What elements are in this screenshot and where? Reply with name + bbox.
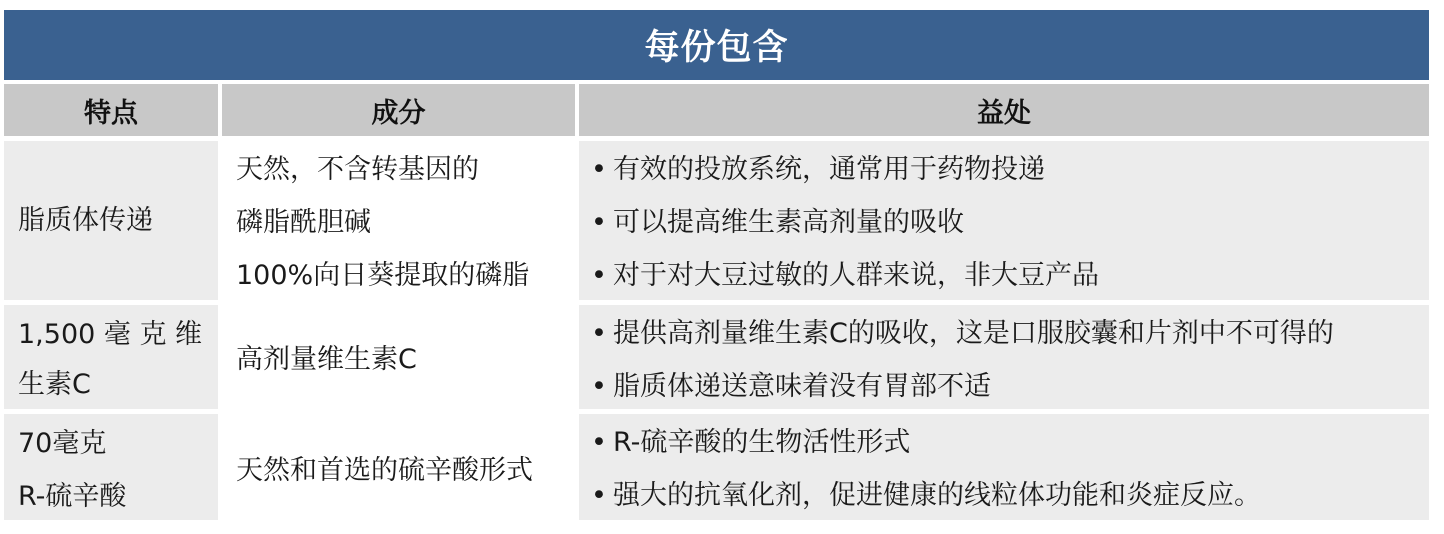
feature-line: 脂质体传递 — [18, 205, 153, 236]
bullet-icon: • — [591, 318, 607, 349]
table-row-2-benefit — [579, 305, 1429, 409]
benefit-text: 强大的抗氧化剂，促进健康的线粒体功能和炎症反应。 — [613, 480, 1261, 511]
bullet-icon: • — [591, 207, 607, 238]
table-row-1-ingredient — [222, 141, 575, 300]
ingredient-line: 高剂量维生素C — [236, 344, 417, 375]
feature-line: R-硫辛酸 — [18, 481, 127, 512]
list-item — [591, 196, 1099, 249]
feature-line: 1,500 毫 克 维 — [18, 319, 203, 350]
benefit-list — [591, 416, 1261, 522]
list-item — [591, 143, 1099, 196]
benefit-text: R-硫辛酸的生物活性形式 — [613, 427, 911, 458]
ingredient-line: 天然和首选的硫辛酸形式 — [236, 455, 533, 486]
list-item — [591, 249, 1099, 302]
benefit-text: 可以提高维生素高剂量的吸收 — [613, 207, 964, 238]
list-item — [591, 360, 1334, 413]
table-row-2-feature — [4, 305, 218, 409]
bullet-icon: • — [591, 154, 607, 185]
ingredient-line: 天然，不含转基因的 — [236, 154, 479, 185]
ingredient-line: 100%向日葵提取的磷脂 — [236, 260, 530, 291]
list-item — [591, 416, 1261, 469]
list-item — [591, 469, 1261, 522]
benefit-text: 对于对大豆过敏的人群来说，非大豆产品 — [613, 260, 1099, 291]
bullet-icon: • — [591, 260, 607, 291]
bullet-icon: • — [591, 427, 607, 458]
table-row-3-benefit — [579, 414, 1429, 520]
feature-line: 70毫克 — [18, 428, 107, 459]
benefit-list — [591, 143, 1099, 302]
table-row-2-ingredient — [222, 305, 575, 409]
table-row-1-feature — [4, 141, 218, 300]
benefit-list — [591, 307, 1334, 413]
table-row-3-ingredient — [222, 414, 575, 520]
list-item — [591, 307, 1334, 360]
table-title: 每份包含 — [4, 10, 1429, 80]
benefit-text: 脂质体递送意味着没有胃部不适 — [613, 371, 991, 402]
benefit-text: 提供高剂量维生素C的吸收，这是口服胶囊和片剂中不可得的 — [613, 318, 1334, 349]
table-row-3-feature — [4, 414, 218, 520]
bullet-icon: • — [591, 480, 607, 511]
bullet-icon: • — [591, 371, 607, 402]
header-feature: 特点 — [4, 84, 218, 136]
benefit-text: 有效的投放系统，通常用于药物投递 — [613, 154, 1045, 185]
feature-line: 生素C — [18, 369, 91, 400]
table-row-1-benefit — [579, 141, 1429, 300]
header-benefit: 益处 — [579, 84, 1429, 136]
ingredient-line: 磷脂酰胆碱 — [236, 207, 371, 238]
header-ingredient: 成分 — [222, 84, 575, 136]
